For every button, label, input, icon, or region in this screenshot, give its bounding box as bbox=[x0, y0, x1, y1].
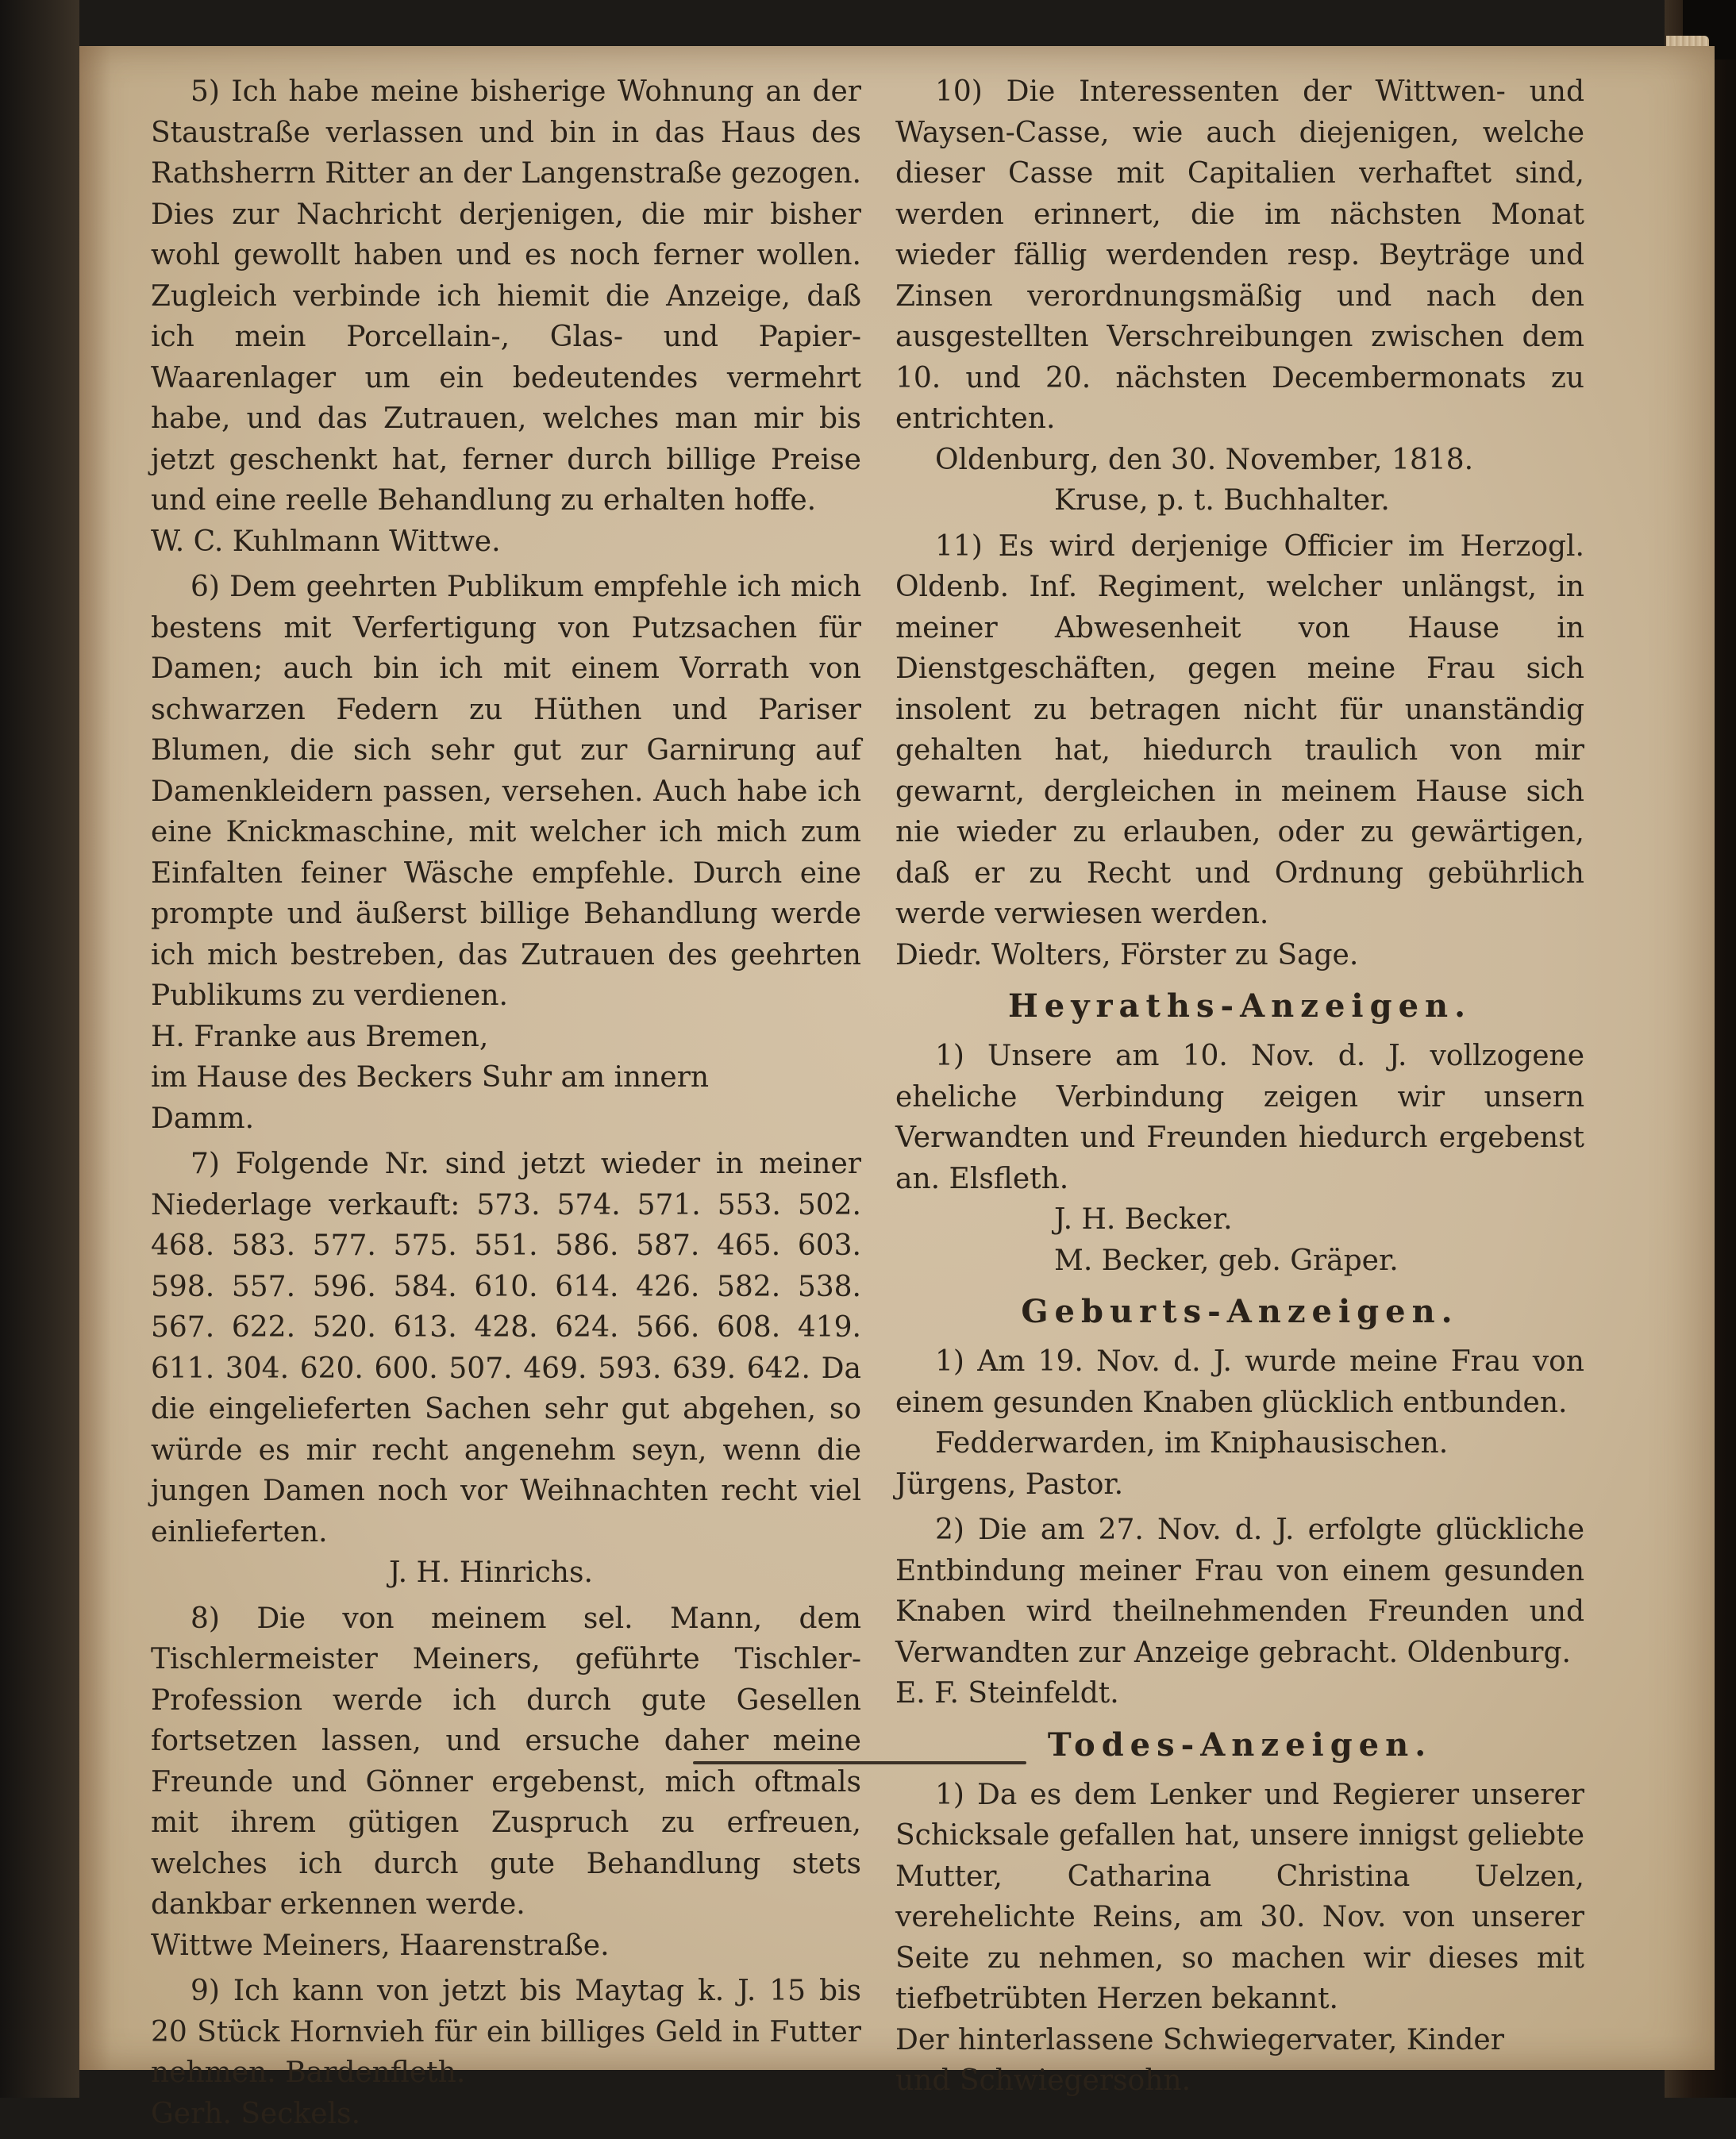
notice-9 bbox=[151, 1971, 861, 2134]
geburts-notice-2-signature: E. F. Steinfeldt. bbox=[895, 1677, 1119, 1710]
closing-rule bbox=[693, 1761, 1026, 1764]
notice-6-signature-3: Damm. bbox=[151, 1102, 255, 1135]
geburts-notice-1-text: 1) Am 19. Nov. d. J. wurde meine Frau von einem gesunden Knaben glücklich entbunden. bbox=[895, 1345, 1584, 1419]
notice-9-signature: Gerh. Seckels. bbox=[151, 2097, 361, 2130]
heyraths-notice-1-signature-1: J. H. Becker. bbox=[1054, 1203, 1233, 1236]
todes-heading: Todes-Anzeigen. bbox=[1047, 1725, 1433, 1764]
todes-notice-1-signature-1: Der hinterlassene Schwiegervater, Kinder bbox=[895, 2023, 1504, 2056]
geburts-notice-2-text: 2) Die am 27. Nov. d. J. erfolgte glückliche Entbindung meiner Frau von einem gesunden Knaben wird theilnehmenden Freunden und Verwandten zur Anzeige gebracht. Oldenburg. bbox=[895, 1514, 1584, 1669]
notice-7-text: 7) Folgende Nr. sind jetzt wieder in meiner Niederlage verkauft: 573. 574. 571. 553. 502. 468. 583. 577. 575. 551. 586. 587. 465. 603. 598. 557. 596. 584. 610. 614. 426. 582. 538. 567. 622. 520. 613. 428. 624. 566. 608. 419. 611. 304. 620. 600. 507. 469. 593. 639. 642. Da die eingelieferten Sachen sehr gut abgehen, so würde es mir recht angenehm seyn, wenn die jungen Damen noch vor Weihnachten recht viel einlieferten. bbox=[151, 1148, 861, 1548]
geburts-notice-1-place: Fedderwarden, im Kniphausischen. bbox=[935, 1427, 1449, 1460]
geburts-notice-1-signature: Jürgens, Pastor. bbox=[895, 1468, 1124, 1501]
heyraths-notice-1 bbox=[895, 1036, 1584, 1281]
notice-10-signature: Kruse, p. t. Buchhalter. bbox=[1054, 484, 1390, 517]
notice-10-place-date: Oldenburg, den 30. November, 1818. bbox=[935, 443, 1474, 476]
notice-7 bbox=[151, 1144, 861, 1594]
todes-notice-1-text: 1) Da es dem Lenker und Regierer unserer Schicksale gefallen hat, unsere innigst geliebte Mutter, Catharina Christina Uelzen, verehelichte Reins, am 30. Nov. von unserer Seite zu nehmen, so machen wir dieses mit tiefbetrübten Herzen bekannt. bbox=[895, 1778, 1584, 2015]
todes-notice-1-signature-2: und Schwiegersohn. bbox=[895, 2064, 1191, 2097]
heyraths-notice-1-signature-2: M. Becker, geb. Gräper. bbox=[1054, 1244, 1399, 1277]
geburts-heading: Geburts-Anzeigen. bbox=[1021, 1293, 1459, 1330]
notice-8 bbox=[151, 1598, 861, 1967]
right-column bbox=[895, 71, 1584, 2106]
notice-11-text: 11) Es wird derjenige Officier im Herzogl. Oldenb. Inf. Regiment, welcher unlängst, in meiner Abwesenheit von Hause in Dienstgeschäften, gegen meine Frau sich insolent zu betragen nicht für unanständig gehalten hat, hiedurch traulich von mir gewarnt, dergleichen in meinem Hause sich nie wieder zu erlauben, oder zu gewärtigen, daß er zu Recht und Ordnung gebührlich werde verwiesen werden. bbox=[895, 529, 1584, 930]
notice-8-signature: Wittwe Meiners, Haarenstraße. bbox=[151, 1929, 610, 1962]
notice-5 bbox=[151, 71, 861, 562]
notice-6-signature-1: H. Franke aus Bremen, bbox=[151, 1020, 489, 1053]
geburts-notice-2 bbox=[895, 1510, 1584, 1714]
book-cover-left bbox=[0, 0, 79, 2098]
notice-10-text: 10) Die Interessenten der Wittwen- und Waysen-Casse, wie auch diejenigen, welche dieser Casse mit Capitalien verhaftet sind, werden erinnert, die im nächsten Monat wieder fällig werdenden resp. Beyträge und Zinsen verordnungsmäßig und nach den ausgestellten Verschreibungen zwischen dem 10. und 20. nächsten Decembermonats zu entrichten. bbox=[895, 75, 1584, 435]
notice-6-text: 6) Dem geehrten Publikum empfehle ich mich bestens mit Verfertigung von Putzsachen für Damen; auch bin ich mit einem Vorrath von schwarzen Federn zu Hüthen und Pariser Blumen, die sich sehr gut zur Garnirung auf Damenkleidern passen, versehen. Auch habe ich eine Knickmaschine, mit welcher ich mich zum Einfalten feiner Wäsche empfehle. Durch eine prompte und äußerst billige Behandlung werde ich mich bestreben, das Zutrauen des geehrten Publikums zu verdienen. bbox=[151, 571, 861, 1012]
notice-5-text: 5) Ich habe meine bisherige Wohnung an der Staustraße verlassen und bin in das Haus des Rathsherrn Ritter an der Langenstraße gezogen. Dies zur Nachricht derjenigen, die mir bisher wohl gewollt haben und es noch ferner wollen. Zugleich verbinde ich hiemit die Anzeige, daß ich mein Porcellain-, Glas- und Papier-Waarenlager um ein bedeutendes vermehrt habe, und das Zutrauen, welches man mir bis jetzt geschenkt hat, ferner durch billige Preise und eine reelle Behandlung zu erhalten hoffe. bbox=[151, 75, 861, 517]
left-column bbox=[151, 71, 861, 2139]
notice-11-signature: Diedr. Wolters, Förster zu Sage. bbox=[895, 938, 1359, 971]
todes-notice-1 bbox=[895, 1775, 1584, 2102]
notice-10 bbox=[895, 71, 1584, 521]
heyraths-notice-1-text: 1) Unsere am 10. Nov. d. J. vollzogene eheliche Verbindung zeigen wir unsern Verwandten und Freunden hiedurch ergebenst an. Elsfleth. bbox=[895, 1040, 1584, 1195]
geburts-notice-1 bbox=[895, 1341, 1584, 1505]
notice-9-text: 9) Ich kann von jetzt bis Maytag k. J. 15 bis 20 Stück Hornvieh für ein billiges Geld in Futter nehmen. Bardenfleth. bbox=[151, 1975, 861, 2089]
heyraths-heading: Heyraths-Anzeigen. bbox=[1007, 987, 1472, 1025]
notice-6 bbox=[151, 567, 861, 1139]
notice-8-text: 8) Die von meinem sel. Mann, dem Tischlermeister Meiners, geführte Tischler-Profession werde ich durch gute Gesellen fortsetzen lassen, und ersuche daher meine Freunde und Gönner ergebenst, mich oftmals mit ihrem gütigen Zuspruch zu erfreuen, welches ich durch gute Behandlung stets dankbar erkennen werde. bbox=[151, 1602, 861, 1921]
notice-5-signature: W. C. Kuhlmann Wittwe. bbox=[151, 525, 501, 558]
notice-11 bbox=[895, 526, 1584, 976]
notice-7-signature: J. H. Hinrichs. bbox=[389, 1556, 593, 1589]
notice-6-signature-2: im Hause des Beckers Suhr am innern bbox=[151, 1061, 710, 1094]
